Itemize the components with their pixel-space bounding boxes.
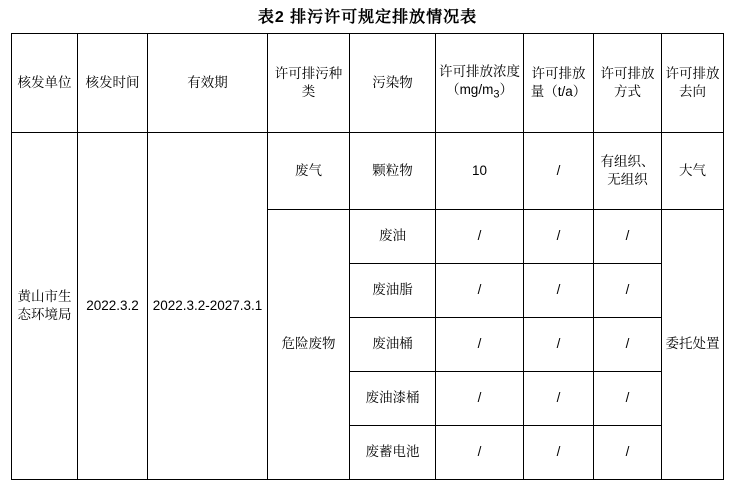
cell-amount: / — [524, 264, 594, 318]
cell-permit-type-waste-gas: 废气 — [268, 133, 350, 210]
cell-concentration: / — [436, 372, 524, 426]
header-issue-date: 核发时间 — [78, 34, 148, 133]
cell-amount: / — [524, 426, 594, 480]
cell-destination-entrusted-disposal: 委托处置 — [662, 210, 724, 480]
header-issuer: 核发单位 — [12, 34, 78, 133]
cell-concentration: 10 — [436, 133, 524, 210]
header-method: 许可排放方式 — [594, 34, 662, 133]
cell-amount: / — [524, 133, 594, 210]
cell-method: / — [594, 264, 662, 318]
cell-pollutant: 颗粒物 — [350, 133, 436, 210]
header-concentration-paren-open: （ — [446, 82, 460, 98]
cell-concentration: / — [436, 264, 524, 318]
cell-concentration: / — [436, 318, 524, 372]
header-concentration-superscript: 3 — [493, 89, 500, 102]
cell-pollutant: 废油脂 — [350, 264, 436, 318]
table-body — [12, 133, 724, 480]
table-header — [12, 34, 724, 133]
page-title: 表2 排污许可规定排放情况表 — [257, 9, 478, 26]
header-destination: 许可排放去向 — [662, 34, 724, 133]
cell-issuer: 黄山市生态环境局 — [12, 133, 78, 480]
cell-concentration: / — [436, 426, 524, 480]
header-validity: 有效期 — [148, 34, 268, 133]
cell-amount: / — [524, 210, 594, 264]
cell-amount: / — [524, 318, 594, 372]
cell-concentration: / — [436, 210, 524, 264]
cell-method: / — [594, 210, 662, 264]
header-amount-main: 许可排放量 — [530, 65, 586, 99]
header-amount — [524, 34, 594, 133]
table-row — [12, 133, 724, 210]
cell-method: / — [594, 318, 662, 372]
cell-amount: / — [524, 372, 594, 426]
cell-method: / — [594, 372, 662, 426]
header-amount-unit: （t/a） — [544, 84, 587, 99]
cell-method: 有组织、无组织 — [594, 133, 662, 210]
cell-permit-type-hazardous-waste: 危险废物 — [268, 210, 350, 480]
cell-issue-date: 2022.3.2 — [78, 133, 148, 480]
header-pollutant: 污染物 — [350, 34, 436, 133]
header-permit-type: 许可排污种类 — [268, 34, 350, 133]
header-concentration-main: 许可排放浓度 — [439, 64, 520, 80]
cell-pollutant: 废蓄电池 — [350, 426, 436, 480]
cell-validity: 2022.3.2-2027.3.1 — [148, 133, 268, 480]
cell-pollutant: 废油桶 — [350, 318, 436, 372]
cell-pollutant: 废油 — [350, 210, 436, 264]
cell-pollutant: 废油漆桶 — [350, 372, 436, 426]
cell-method: / — [594, 426, 662, 480]
cell-destination-air: 大气 — [662, 133, 724, 210]
header-concentration-paren-close: ） — [499, 82, 513, 98]
header-concentration — [436, 34, 524, 133]
header-concentration-unit: mg/m — [459, 82, 494, 98]
emission-permit-table — [11, 33, 724, 480]
header-row — [12, 34, 724, 133]
